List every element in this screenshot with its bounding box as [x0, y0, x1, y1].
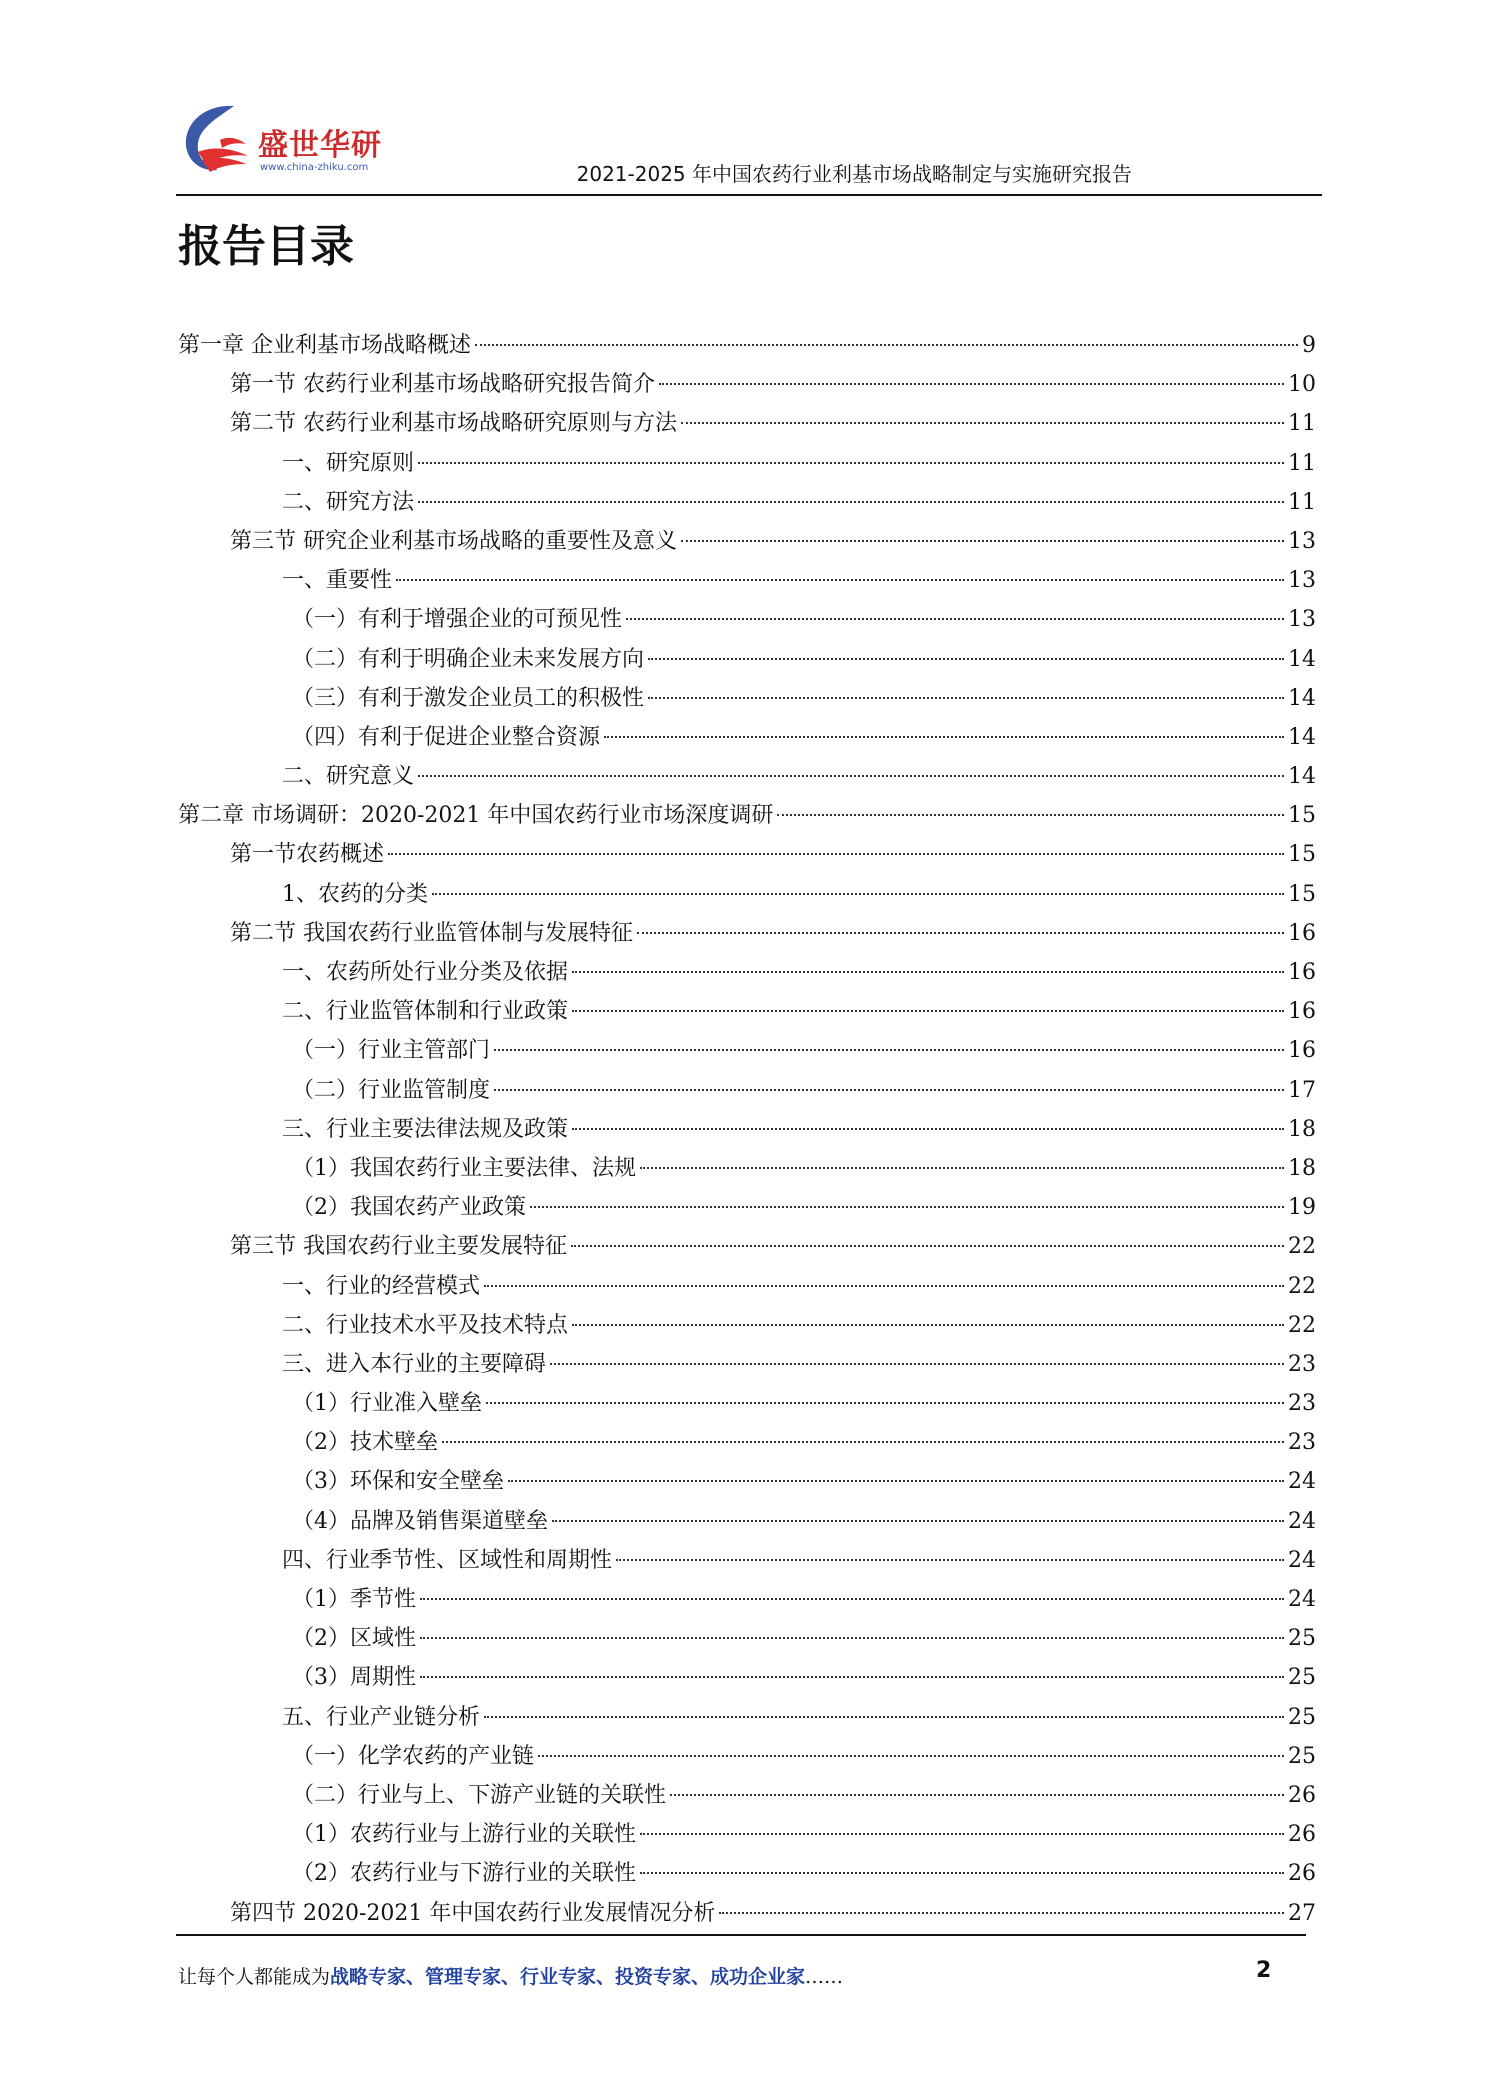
- toc-dot-leader: [659, 383, 1284, 385]
- toc-entry-title: 1、农药的分类: [282, 881, 428, 907]
- footer-slogan-prefix: 让每个人都能成为: [178, 1966, 331, 1988]
- toc-entry-page: 10: [1288, 372, 1316, 398]
- toc-entry-title: （2）农药行业与下游行业的关联性: [292, 1861, 636, 1887]
- toc-dot-leader: [681, 422, 1284, 424]
- toc-entry-page: 24: [1288, 1547, 1316, 1573]
- toc-entry-page: 15: [1288, 881, 1316, 907]
- toc-entry[interactable]: [178, 561, 1316, 600]
- toc-entry-title: 第二章 市场调研：2020-2021 年中国农药行业市场深度调研: [178, 803, 774, 829]
- toc-entry[interactable]: [178, 1031, 1316, 1070]
- toc-entry-page: 24: [1288, 1469, 1316, 1495]
- toc-dot-leader: [418, 775, 1284, 777]
- toc-entry-title: （一）行业主管部门: [292, 1038, 491, 1064]
- toc-entry[interactable]: [178, 326, 1316, 365]
- toc-entry-page: 11: [1288, 489, 1316, 515]
- toc-dot-leader: [494, 1089, 1284, 1091]
- toc-dot-leader: [616, 1559, 1284, 1561]
- toc-entry[interactable]: [178, 1698, 1316, 1737]
- toc-entry-page: 26: [1288, 1822, 1316, 1848]
- toc-entry-page: 22: [1288, 1273, 1316, 1299]
- footer-divider: [176, 1934, 1306, 1936]
- toc-dot-leader: [396, 579, 1284, 581]
- toc-entry-title: 二、研究意义: [282, 764, 415, 790]
- toc-dot-leader: [572, 1324, 1284, 1326]
- toc-entry-title: 一、农药所处行业分类及依据: [282, 960, 569, 985]
- document-title: 2021-2025 年中国农药行业利基市场战略制定与实施研究报告: [576, 162, 1132, 186]
- toc-entry-title: 二、行业技术水平及技术特点: [282, 1312, 569, 1338]
- toc-entry-page: 14: [1288, 764, 1316, 790]
- toc-dot-leader: [640, 1872, 1284, 1874]
- toc-entry-title: （四）有利于促进企业整合资源: [292, 724, 601, 750]
- toc-entry[interactable]: [178, 522, 1316, 561]
- toc-entry[interactable]: [178, 404, 1316, 443]
- toc-dot-leader: [420, 1637, 1284, 1639]
- toc-entry[interactable]: [178, 875, 1316, 914]
- toc-entry[interactable]: [178, 1384, 1316, 1423]
- toc-dot-leader: [484, 1716, 1284, 1718]
- toc-entry-title: 第一节农药概述: [230, 842, 385, 868]
- toc-dot-leader: [572, 1128, 1284, 1130]
- toc-entry-page: 13: [1288, 528, 1316, 554]
- toc-entry-title: 五、行业产业链分析: [282, 1704, 481, 1730]
- page-header: [176, 100, 1322, 196]
- toc-entry-title: 第二节 我国农药行业监管体制与发展特征: [230, 920, 633, 946]
- toc-entry-page: 27: [1288, 1900, 1316, 1926]
- toc-dot-leader: [648, 697, 1284, 699]
- toc-entry-title: （一）有利于增强企业的可预见性: [292, 607, 623, 633]
- toc-entry[interactable]: [178, 1619, 1316, 1658]
- toc-entry[interactable]: [178, 1776, 1316, 1815]
- toc-entry[interactable]: [178, 1541, 1316, 1580]
- toc-entry-page: 16: [1288, 1038, 1316, 1064]
- page-heading: 报告目录: [178, 221, 354, 272]
- toc-dot-leader: [571, 1245, 1284, 1247]
- toc-dot-leader: [640, 1833, 1284, 1835]
- toc-entry[interactable]: [178, 1227, 1316, 1266]
- toc-dot-leader: [486, 1402, 1284, 1404]
- toc-dot-leader: [681, 540, 1284, 542]
- toc-entry[interactable]: [178, 640, 1316, 679]
- toc-entry-page: 24: [1288, 1587, 1316, 1612]
- toc-entry-page: 24: [1288, 1508, 1316, 1534]
- toc-dot-leader: [420, 1676, 1284, 1678]
- toc-entry-page: 23: [1288, 1430, 1316, 1456]
- toc-entry[interactable]: [178, 600, 1316, 639]
- toc-entry[interactable]: [178, 1580, 1316, 1619]
- toc-dot-leader: [388, 853, 1284, 855]
- toc-entry-page: 11: [1288, 450, 1316, 476]
- toc-entry-page: 15: [1288, 842, 1316, 868]
- toc-dot-leader: [418, 462, 1284, 464]
- toc-entry-page: 23: [1288, 1351, 1316, 1377]
- logo-swoosh-icon: [176, 100, 256, 180]
- toc-dot-leader: [552, 1520, 1284, 1522]
- toc-entry[interactable]: [178, 1815, 1316, 1854]
- toc-dot-leader: [648, 658, 1284, 660]
- toc-entry-page: 19: [1288, 1195, 1316, 1221]
- toc-entry-page: 17: [1288, 1077, 1316, 1103]
- toc-dot-leader: [420, 1598, 1284, 1600]
- footer-slogan: [178, 1962, 843, 1989]
- toc-entry[interactable]: [178, 1267, 1316, 1306]
- toc-entry-title: （二）有利于明确企业未来发展方向: [292, 646, 645, 672]
- toc-dot-leader: [475, 344, 1298, 346]
- toc-entry-page: 25: [1288, 1665, 1316, 1691]
- toc-dot-leader: [604, 736, 1284, 738]
- toc-entry-title: 四、行业季节性、区域性和周期性: [282, 1547, 613, 1573]
- toc-dot-leader: [530, 1206, 1284, 1208]
- toc-dot-leader: [572, 971, 1284, 973]
- toc-entry[interactable]: [178, 1462, 1316, 1501]
- toc-entry-title: 第二节 农药行业利基市场战略研究原则与方法: [230, 411, 677, 437]
- toc-entry-title: 三、行业主要法律法规及政策: [282, 1116, 569, 1142]
- toc-entry-title: （1）农药行业与上游行业的关联性: [292, 1822, 636, 1848]
- toc-entry[interactable]: [178, 483, 1316, 522]
- toc-dot-leader: [719, 1912, 1284, 1914]
- toc-entry-page: 11: [1288, 411, 1316, 437]
- toc-entry[interactable]: [178, 1149, 1316, 1188]
- toc-dot-leader: [538, 1755, 1284, 1757]
- toc-entry-page: 16: [1288, 920, 1316, 946]
- toc-entry-page: 22: [1288, 1312, 1316, 1338]
- header-divider: [176, 194, 1322, 196]
- toc-entry[interactable]: [178, 796, 1316, 835]
- footer-slogan-roles: 战略专家、管理专家、行业专家、投资专家、成功企业家: [330, 1966, 806, 1988]
- toc-entry-title: （3）周期性: [292, 1665, 416, 1691]
- toc-entry-title: （三）有利于激发企业员工的积极性: [292, 685, 645, 711]
- toc-entry-title: 一、重要性: [282, 568, 393, 594]
- toc-dot-leader: [418, 501, 1284, 503]
- toc-entry-page: 26: [1288, 1861, 1316, 1887]
- toc-entry-page: 13: [1288, 568, 1316, 594]
- toc-entry[interactable]: [178, 1502, 1316, 1541]
- toc-entry[interactable]: [178, 1306, 1316, 1345]
- toc-entry-title: 第三节 研究企业利基市场战略的重要性及意义: [230, 528, 677, 554]
- toc-entry[interactable]: [178, 1423, 1316, 1462]
- toc-entry-page: 26: [1288, 1782, 1316, 1808]
- toc-entry-title: 二、行业监管体制和行业政策: [282, 999, 569, 1025]
- toc-entry-page: 16: [1288, 960, 1316, 985]
- toc-dot-leader: [508, 1480, 1284, 1482]
- toc-entry-page: 22: [1288, 1234, 1316, 1260]
- company-logo: [176, 100, 416, 186]
- toc-entry-title: 第一节 农药行业利基市场战略研究报告简介: [230, 372, 655, 398]
- toc-entry[interactable]: [178, 1071, 1316, 1110]
- page-number: 2: [1256, 1958, 1272, 1983]
- toc-entry-title: （二）行业与上、下游产业链的关联性: [292, 1782, 667, 1808]
- toc-entry-title: （1）行业准入壁垒: [292, 1391, 482, 1417]
- toc-entry-title: （一）化学农药的产业链: [292, 1743, 535, 1769]
- toc-dot-leader: [484, 1285, 1284, 1287]
- toc-dot-leader: [432, 893, 1284, 895]
- toc-entry-title: （2）技术壁垒: [292, 1430, 438, 1456]
- toc-entry-title: 第四节 2020-2021 年中国农药行业发展情况分析: [230, 1900, 716, 1926]
- toc-dot-leader: [777, 814, 1284, 816]
- toc-entry-page: 25: [1288, 1626, 1316, 1652]
- toc-entry-page: 25: [1288, 1743, 1316, 1769]
- toc-entry[interactable]: [178, 1188, 1316, 1227]
- toc-entry-page: 15: [1288, 803, 1316, 829]
- toc-dot-leader: [494, 1049, 1284, 1051]
- toc-entry[interactable]: [178, 835, 1316, 874]
- toc-entry-page: 14: [1288, 646, 1316, 672]
- toc-dot-leader: [442, 1441, 1284, 1443]
- toc-entry-title: （3）环保和安全壁垒: [292, 1469, 504, 1495]
- toc-entry-page: 18: [1288, 1116, 1316, 1142]
- toc-entry[interactable]: [178, 757, 1316, 796]
- toc-entry-title: （1）季节性: [292, 1587, 416, 1612]
- toc-entry-page: 13: [1288, 607, 1316, 633]
- toc-entry-title: （二）行业监管制度: [292, 1077, 491, 1103]
- toc-entry-title: 第三节 我国农药行业主要发展特征: [230, 1234, 567, 1260]
- toc-entry[interactable]: [178, 365, 1316, 404]
- toc-entry[interactable]: [178, 718, 1316, 757]
- toc-entry-title: 一、行业的经营模式: [282, 1273, 481, 1299]
- toc-entry[interactable]: [178, 914, 1316, 953]
- toc-entry-title: 一、研究原则: [282, 450, 415, 476]
- toc-entry-page: 23: [1288, 1391, 1316, 1417]
- toc-entry[interactable]: [178, 992, 1316, 1031]
- toc-dot-leader: [640, 1167, 1284, 1169]
- toc-entry[interactable]: [178, 1110, 1316, 1149]
- toc-entry[interactable]: [178, 1737, 1316, 1776]
- toc-entry[interactable]: [178, 1854, 1316, 1893]
- toc-entry[interactable]: [178, 679, 1316, 718]
- footer-slogan-suffix: ……: [805, 1966, 844, 1988]
- toc-dot-leader: [670, 1794, 1284, 1796]
- toc-entry[interactable]: [178, 444, 1316, 483]
- toc-entry[interactable]: [178, 1345, 1316, 1384]
- toc-entry-title: （4）品牌及销售渠道壁垒: [292, 1508, 548, 1534]
- toc-entry-page: 18: [1288, 1155, 1316, 1181]
- toc-entry[interactable]: [178, 1894, 1316, 1933]
- toc-entry[interactable]: [178, 953, 1316, 992]
- toc-entry-page: 9: [1302, 333, 1316, 358]
- toc-entry-title: 第一章 企业利基市场战略概述: [178, 333, 471, 358]
- toc-entry-page: 16: [1288, 999, 1316, 1025]
- toc-entry-title: 二、研究方法: [282, 489, 415, 515]
- toc-dot-leader: [572, 1010, 1284, 1012]
- toc-entry-page: 14: [1288, 685, 1316, 711]
- toc-entry-page: 25: [1288, 1704, 1316, 1730]
- toc-entry-title: （2）我国农药产业政策: [292, 1195, 526, 1221]
- logo-url: www.china-zhiku.com: [260, 162, 369, 173]
- toc-entry-page: 14: [1288, 724, 1316, 750]
- toc-entry-title: （1）我国农药行业主要法律、法规: [292, 1155, 636, 1181]
- table-of-contents: [178, 326, 1316, 1933]
- toc-entry[interactable]: [178, 1658, 1316, 1697]
- toc-dot-leader: [550, 1363, 1284, 1365]
- toc-entry-title: 三、进入本行业的主要障碍: [282, 1351, 547, 1377]
- toc-entry-title: （2）区域性: [292, 1626, 416, 1652]
- logo-text: 盛世华研: [258, 128, 382, 163]
- toc-dot-leader: [626, 618, 1284, 620]
- toc-dot-leader: [637, 932, 1284, 934]
